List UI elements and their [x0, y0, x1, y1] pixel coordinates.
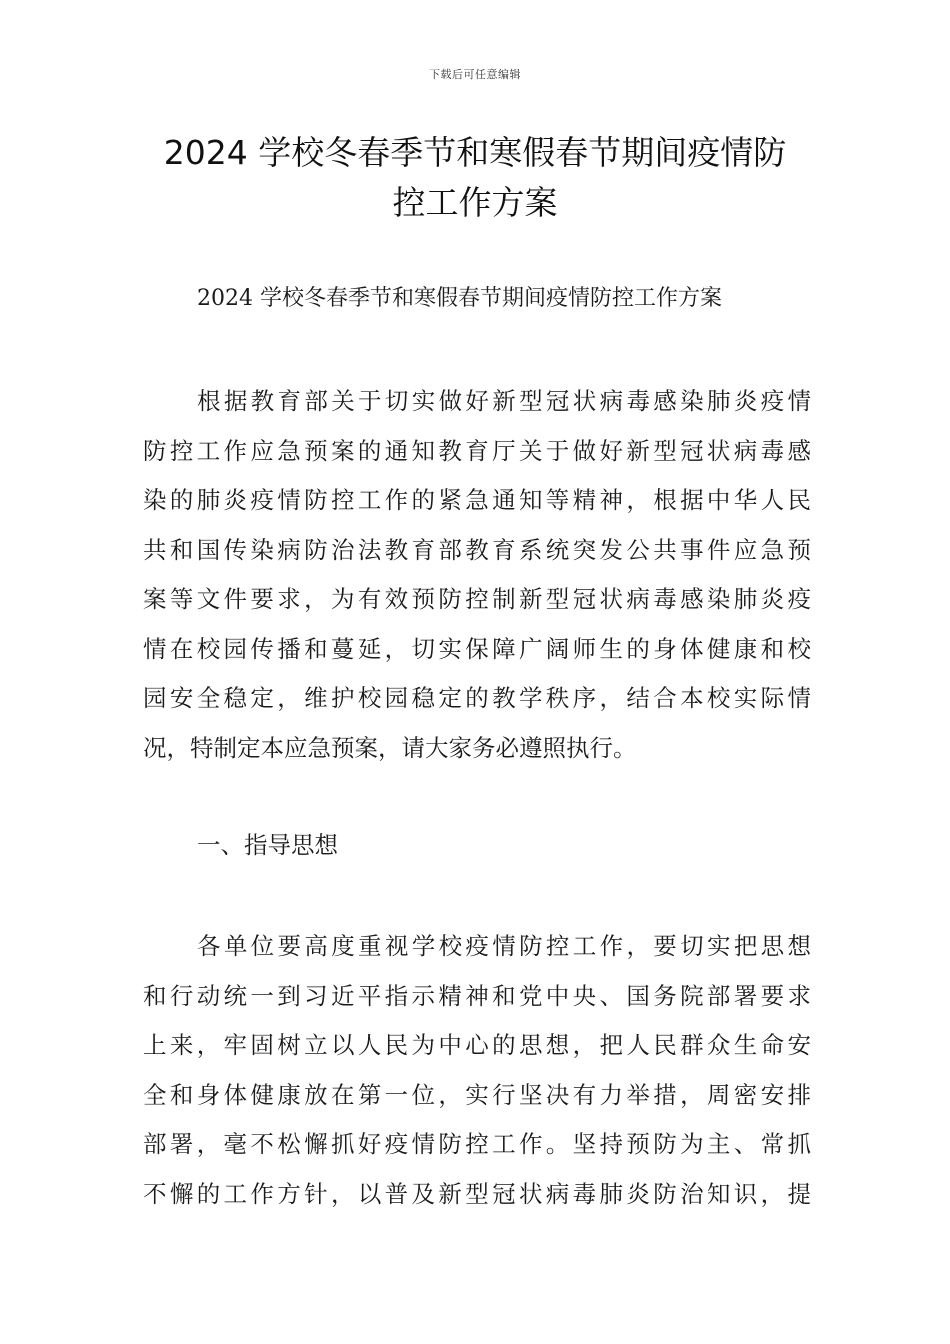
paragraph-line: 共和国传染病防治法教育部教育系统突发公共事件应急预 [143, 535, 811, 564]
document-subtitle: 2024 学校冬春季节和寒假春节期间疫情防控工作方案 [197, 286, 722, 311]
paragraph-line: 案等文件要求，为有效预防控制新型冠状病毒感染肺炎疫 [143, 585, 811, 613]
paragraph-line: 染的肺炎疫情防控工作的紧急通知等精神，根据中华人民 [143, 486, 811, 514]
paragraph-line: 防控工作应急预案的通知教育厅关于做好新型冠状病毒感 [143, 436, 811, 465]
body-paragraph-1 [143, 377, 811, 773]
paragraph-line: 全和身体健康放在第一位，实行坚决有力举措，周密安排 [143, 1080, 811, 1109]
paragraph-line: 园安全稳定，维护校园稳定的教学秩序，结合本校实际情 [143, 684, 811, 712]
paragraph-line: 部署，毫不松懈抓好疫情防控工作。坚持预防为主、常抓 [143, 1130, 811, 1158]
body-paragraph-2 [143, 922, 811, 1219]
header-note: 下载后可任意编辑 [429, 68, 521, 81]
paragraph-line: 不懈的工作方针，以普及新型冠状病毒肺炎防治知识，提 [143, 1179, 811, 1208]
section-heading-guiding-ideology: 一、指导思想 [197, 831, 338, 859]
paragraph-line: 上来，牢固树立以人民为中心的思想，把人民群众生命安 [143, 1031, 811, 1059]
paragraph-line: 各单位要高度重视学校疫情防控工作，要切实把思想 [197, 932, 811, 960]
document-title [120, 128, 830, 228]
paragraph-line: 根据教育部关于切实做好新型冠状病毒感染肺炎疫情 [197, 387, 811, 415]
document-title-line-2: 控工作方案 [392, 183, 558, 222]
paragraph-line: 情在校园传播和蔓延，切实保障广阔师生的身体健康和校 [143, 634, 811, 663]
paragraph-line: 况，特制定本应急预案，请大家务必遵照执行。 [143, 733, 637, 762]
paragraph-line: 和行动统一到习近平指示精神和党中央、国务院部署要求 [143, 981, 811, 1010]
document-title-line-1: 2024 学校冬春季节和寒假春节期间疫情防 [163, 133, 787, 172]
